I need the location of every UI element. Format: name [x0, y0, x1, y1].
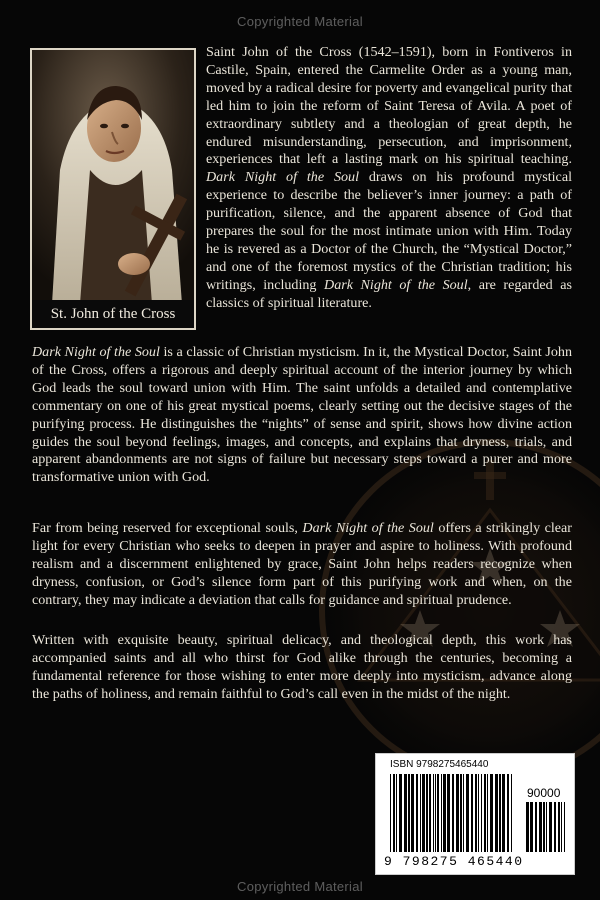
barcode-bar: [452, 774, 454, 852]
barcode-bar: [499, 774, 501, 852]
barcode-bar: [463, 774, 464, 852]
barcode-bar: [554, 802, 556, 852]
barcode-bar: [478, 774, 479, 852]
description-paragraph-1: [32, 344, 572, 487]
barcode-bar: [558, 802, 560, 852]
bio-part-3: , are regarded as classics of spiritual literature.: [206, 276, 572, 311]
barcode-bar: [426, 774, 428, 852]
barcode-bar: [408, 774, 410, 852]
bio-title-1: Dark Night of the Soul: [206, 169, 360, 186]
barcode-bar: [420, 774, 421, 852]
portrait: [30, 48, 196, 330]
isbn-digits: 9 798275 465440: [384, 854, 524, 869]
price-code: 90000: [527, 786, 561, 800]
barcode-bar: [390, 774, 391, 852]
p1-title: Dark Night of the Soul: [32, 344, 160, 360]
barcode-bar: [502, 774, 505, 852]
barcode-bar: [535, 802, 537, 852]
barcode-bar: [443, 774, 446, 852]
barcode-bar: [460, 774, 462, 852]
barcode-bar: [507, 774, 509, 852]
description-paragraph-2: [32, 520, 572, 610]
barcode-bar: [396, 774, 397, 852]
bio-title-2: Dark Night of the Soul: [324, 276, 468, 293]
barcode-bar: [484, 774, 486, 852]
bio-part-2: draws on his profound mystical experience to describe the believer’s inner journey: a path of purification, silence, and the apparent absence of God that prepares the soul for the most intimate union with Him. Today he is revered as a Doctor of the Church, the “Mystical Doctor,” and one of the foremost mystics of the Christian tradition; his writings, including: [206, 169, 572, 293]
barcode-bar: [422, 774, 425, 852]
barcode-bar: [564, 802, 565, 852]
watermark-bottom: Copyrighted Material: [237, 879, 363, 894]
barcode-bar: [543, 802, 545, 852]
barcode-bar: [490, 774, 493, 852]
barcode-bar: [399, 774, 402, 852]
barcode-bar: [487, 774, 488, 852]
barcode-bar: [456, 774, 459, 852]
barcode-bar: [561, 802, 562, 852]
p2-title: Dark Night of the Soul: [302, 520, 434, 536]
barcode-bar: [437, 774, 439, 852]
barcode-bar: [511, 774, 512, 852]
barcode-bar: [429, 774, 431, 852]
barcode-bar: [481, 774, 482, 852]
watermark-top: Copyrighted Material: [237, 14, 363, 29]
barcode-bar: [466, 774, 469, 852]
portrait-caption: St. John of the Cross: [32, 300, 194, 328]
barcode-bar: [530, 802, 533, 852]
description-paragraph-3: Written with exquisite beauty, spiritual delicacy, and theological depth, this work has accompanied saints and all who thirst for God alike through the centuries, becoming a fundamental reference for those wishing to enter more deeply into mysticism, advance along the paths of holiness, and remain faithful to God’s call even in the midst of the night.: [32, 632, 572, 702]
p2-text: offers a strikingly clear light for every Christian who seeks to deepen in prayer and aspire to holiness. With profound realism and a discernment enlightened by grace, Saint John helps readers recognize when dryness, confusion, or God’s silence form part of this purifying work and when, on the contrary, they may indicate a deviation that calls for guidance and spiritual prudence.: [32, 520, 572, 608]
barcode-bar: [549, 802, 552, 852]
barcode-bar: [404, 774, 407, 852]
barcode-bar: [441, 774, 442, 852]
p2-lead: Far from being reserved for exceptional souls,: [32, 520, 303, 536]
barcode-bar: [411, 774, 414, 852]
barcode-bar: [471, 774, 473, 852]
barcode-bar: [416, 774, 418, 852]
p1-text: is a classic of Christian mysticism. In it, the Mystical Doctor, Saint John of the Cross, offers a rigorous and deeply spiritual account of the interior journey by which God leads the soul toward union with Him. The saint unfolds a detailed and contemplative commentary on one of his great mystical poems, clearly setting out the decisive stages of the purifying process. He distinguishes the “nights” of sense and spirit, shows how divine action guides the soul beyond feelings, images, and concepts, and explains that dryness, trials, and apparent abandonments are not signs of failure but necessary steps toward a purer and more transformative union with God.: [32, 344, 572, 486]
isbn-barcode: [375, 753, 575, 875]
isbn-label: ISBN 9798275465440: [390, 759, 489, 770]
barcode-bar: [495, 774, 498, 852]
barcode-bar: [393, 774, 395, 852]
barcode-bar: [435, 774, 436, 852]
portrait-image: [32, 50, 196, 304]
author-biography: [206, 44, 572, 313]
barcode-bar: [433, 774, 434, 852]
barcode-bar: [447, 774, 450, 852]
barcode-bar: [546, 802, 547, 852]
bio-part-1: Saint John of the Cross (1542–1591), born in Fontiveros in Castile, Spain, entered the Carmelite Order as a young man, moved by a radical desire for poverty and evangelical purity that led him to join the reform of Saint Teresa of Avila. A poet of extraordinary subtlety and a theologian of great depth, he endured misunderstanding, persecution, and imprisonment, experiences that left a lasting mark on his spiritual teaching.: [206, 44, 572, 168]
barcode-bar: [475, 774, 477, 852]
barcode-bar: [526, 802, 529, 852]
barcode-bar: [539, 802, 542, 852]
